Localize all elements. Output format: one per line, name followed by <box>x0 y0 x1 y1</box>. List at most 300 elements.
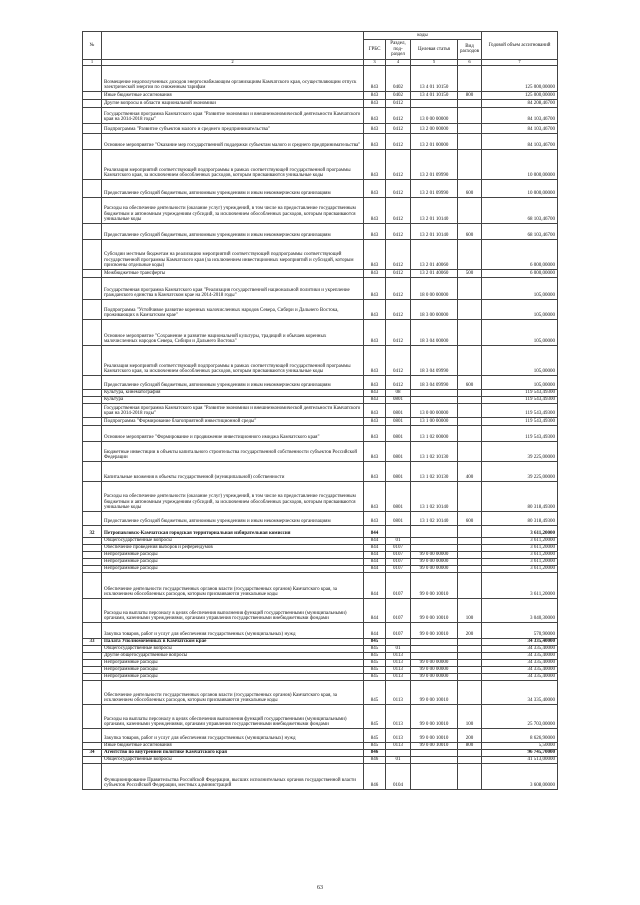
row-grbs: 843 <box>364 65 386 91</box>
row-name: Агентство по внутренней политике Камчатского края <box>102 749 364 756</box>
row-grbs: 845 <box>364 652 386 659</box>
table-row <box>83 299 558 319</box>
table-row <box>83 742 558 749</box>
row-name: Другие вопросы в области национальной экономики <box>102 99 364 107</box>
row-number <box>83 572 102 598</box>
row-number <box>83 673 102 680</box>
row-rzpr: 0412 <box>386 375 411 389</box>
header-csr: Целевая статья <box>411 40 458 59</box>
row-vr <box>458 749 482 756</box>
row-vr <box>458 525 482 537</box>
row-sum: 3 611,20000 <box>482 565 558 572</box>
row-sum: 96 745,70000 <box>482 749 558 756</box>
row-csr <box>411 525 458 537</box>
row-number <box>83 319 102 345</box>
row-grbs: 844 <box>364 537 386 544</box>
row-sum: 8 626,90000 <box>482 728 558 742</box>
table-row <box>83 461 558 481</box>
row-rzpr: 0113 <box>386 680 411 704</box>
row-number: 32 <box>83 525 102 537</box>
row-csr <box>411 749 458 756</box>
row-sum: 125 000,00000 <box>482 91 558 99</box>
row-sum: 570,90000 <box>482 622 558 638</box>
row-sum: 10 000,00000 <box>482 179 558 197</box>
row-grbs: 843 <box>364 223 386 239</box>
row-csr: 13 1 02 10140 <box>411 511 458 525</box>
row-sum: 105,00000 <box>482 319 558 345</box>
row-sum: 10 000,00000 <box>482 149 558 179</box>
row-name: Культура, кинематография <box>102 389 364 396</box>
row-grbs: 845 <box>364 704 386 728</box>
table-row <box>83 389 558 396</box>
row-rzpr: 0113 <box>386 673 411 680</box>
row-name: Общегосударственные вопросы <box>102 645 364 652</box>
row-rzpr: 0412 <box>386 277 411 299</box>
row-rzpr: 0412 <box>386 223 411 239</box>
row-number <box>83 65 102 91</box>
row-name: Бюджетные инвестиции в объекты капитального строительства государственной собственности субъектов Российской Федерации <box>102 441 364 461</box>
table-row <box>83 425 558 441</box>
row-number <box>83 396 102 403</box>
row-name: Государственная программа Камчатского края "Развитие экономики и внешнеэкономической деятельности Камчатского края на 2014-2018 годы" <box>102 403 364 417</box>
row-grbs: 843 <box>364 99 386 107</box>
row-rzpr: 0113 <box>386 728 411 742</box>
row-sum: 34 335,40000 <box>482 645 558 652</box>
row-vr <box>458 239 482 269</box>
row-sum: 3 611,20000 <box>482 537 558 544</box>
row-number <box>83 197 102 223</box>
row-sum: 6 000,00000 <box>482 239 558 269</box>
row-csr: 18 0 00 00000 <box>411 277 458 299</box>
row-name: Расходы на обеспечение деятельности (оказание услуг) учреждений, в том числе на предоставление государственным бюджетным и автономным учреждениям субсидий, за исключением обособленных расходов, которым присваиваются уникальные коды <box>102 481 364 511</box>
row-number <box>83 763 102 789</box>
row-rzpr: 0412 <box>386 123 411 133</box>
row-sum: 3 608,00000 <box>482 763 558 789</box>
row-csr: 13 2 01 00000 <box>411 133 458 149</box>
row-sum: 119 543,49300 <box>482 396 558 403</box>
row-number <box>83 659 102 666</box>
row-grbs: 843 <box>364 481 386 511</box>
row-name: Палата Уполномоченных в Камчатском крае <box>102 638 364 645</box>
row-grbs: 843 <box>364 441 386 461</box>
row-grbs: 843 <box>364 239 386 269</box>
row-csr <box>411 396 458 403</box>
row-grbs: 845 <box>364 638 386 645</box>
row-rzpr: 0412 <box>386 99 411 107</box>
row-vr <box>458 652 482 659</box>
row-csr <box>411 99 458 107</box>
row-csr: 13 2 01 10140 <box>411 223 458 239</box>
row-sum: 80 318,49300 <box>482 511 558 525</box>
header-name <box>102 32 364 60</box>
row-grbs: 843 <box>364 461 386 481</box>
row-name: Иные бюджетные ассигнования <box>102 91 364 99</box>
row-csr: 99 0 00 10010 <box>411 622 458 638</box>
row-grbs: 844 <box>364 525 386 537</box>
row-name: Государственная программа Камчатского края "Реализация государственной национальной политики и укрепление гражданского единства в Камчатском крае на 2014-2018 годы" <box>102 277 364 299</box>
row-name: Функционирование Правительства Российской Федерации, высших исполнительных органов государственной власти субъектов Российской Федерации, местных администраций <box>102 763 364 789</box>
row-number <box>83 666 102 673</box>
row-number <box>83 742 102 749</box>
row-number <box>83 551 102 558</box>
table-row <box>83 319 558 345</box>
table-row <box>83 680 558 704</box>
row-number <box>83 680 102 704</box>
row-grbs: 843 <box>364 197 386 223</box>
row-grbs: 845 <box>364 728 386 742</box>
row-rzpr: 0402 <box>386 65 411 91</box>
row-csr <box>411 763 458 789</box>
table-row <box>83 525 558 537</box>
row-name: Другие общегосударственные вопросы <box>102 652 364 659</box>
row-vr <box>458 565 482 572</box>
row-number <box>83 179 102 197</box>
column-number: 1 <box>83 59 102 65</box>
row-vr <box>458 133 482 149</box>
row-vr <box>458 345 482 375</box>
row-vr <box>458 417 482 425</box>
row-number <box>83 345 102 375</box>
row-sum: 119 543,49300 <box>482 403 558 417</box>
row-rzpr: 0107 <box>386 544 411 551</box>
row-name: Общегосударственные вопросы <box>102 756 364 763</box>
row-rzpr <box>386 749 411 756</box>
row-vr <box>458 659 482 666</box>
row-rzpr: 0412 <box>386 269 411 277</box>
row-number <box>83 99 102 107</box>
row-csr: 13 1 02 10130 <box>411 441 458 461</box>
row-vr: 600 <box>458 511 482 525</box>
row-rzpr: 0107 <box>386 572 411 598</box>
row-grbs: 843 <box>364 277 386 299</box>
row-csr: 99 0 00 10010 <box>411 680 458 704</box>
row-grbs: 845 <box>364 680 386 704</box>
row-grbs: 843 <box>364 425 386 441</box>
table-row <box>83 223 558 239</box>
row-name: Межбюджетные трансферты <box>102 269 364 277</box>
row-number <box>83 107 102 123</box>
table-row <box>83 673 558 680</box>
row-rzpr <box>386 638 411 645</box>
row-rzpr: 0107 <box>386 622 411 638</box>
row-number <box>83 481 102 511</box>
row-name: Основное мероприятие "Оказание мер государственной поддержки субъектам малого и среднего предпринимательства" <box>102 133 364 149</box>
row-sum: 34 335,40000 <box>482 652 558 659</box>
row-number <box>83 756 102 763</box>
row-sum: 105,00000 <box>482 345 558 375</box>
row-name: Предоставление субсидий бюджетным, автономным учреждениям и иным некоммерческим организациям <box>102 375 364 389</box>
table-row <box>83 645 558 652</box>
row-csr: 13 0 00 00000 <box>411 403 458 417</box>
column-number: 2 <box>102 59 364 65</box>
row-sum: 39 225,00000 <box>482 461 558 481</box>
row-number <box>83 704 102 728</box>
row-name: Непрограммные расходы <box>102 659 364 666</box>
row-vr <box>458 277 482 299</box>
table-row <box>83 622 558 638</box>
row-sum: 5,50000 <box>482 742 558 749</box>
column-number: 6 <box>458 59 482 65</box>
row-csr: 13 2 00 00000 <box>411 123 458 133</box>
table-row <box>83 652 558 659</box>
row-grbs: 846 <box>364 763 386 789</box>
row-name: Обеспечение деятельности государственных органов власти (государственных органов) Камчатского края, за исключением обособленных расходов, которым присваиваются уникальные коды <box>102 680 364 704</box>
row-grbs: 843 <box>364 179 386 197</box>
row-rzpr: 0412 <box>386 197 411 223</box>
header-sum: Годовой объем ассигнований <box>482 32 558 60</box>
table-row <box>83 149 558 179</box>
row-number <box>83 375 102 389</box>
table-row <box>83 728 558 742</box>
row-rzpr: 0107 <box>386 551 411 558</box>
row-vr <box>458 638 482 645</box>
row-vr <box>458 425 482 441</box>
row-csr: 13 0 00 00000 <box>411 107 458 123</box>
row-sum: 3 611,20000 <box>482 551 558 558</box>
row-sum: 84 208,46700 <box>482 99 558 107</box>
row-name: Предоставление субсидий бюджетным, автономным учреждениям и иным некоммерческим организациям <box>102 511 364 525</box>
row-sum: 105,00000 <box>482 277 558 299</box>
row-sum: 34 335,40000 <box>482 659 558 666</box>
row-vr <box>458 481 482 511</box>
row-csr: 13 2 01 10140 <box>411 197 458 223</box>
row-number <box>83 558 102 565</box>
row-rzpr: 0113 <box>386 652 411 659</box>
table-row <box>83 107 558 123</box>
header-rzpr: Раздел, под-раздел <box>386 40 411 59</box>
row-csr: 99 0 00 00000 <box>411 558 458 565</box>
row-vr <box>458 197 482 223</box>
budget-table <box>82 31 558 790</box>
table-body <box>83 65 558 789</box>
table-header <box>83 32 558 66</box>
header-grbs: ГРБС <box>364 40 386 59</box>
row-grbs: 843 <box>364 133 386 149</box>
row-csr <box>411 652 458 659</box>
row-number: 34 <box>83 749 102 756</box>
row-csr: 99 0 00 10010 <box>411 728 458 742</box>
row-grbs: 844 <box>364 622 386 638</box>
row-csr: 99 0 00 00000 <box>411 666 458 673</box>
table-row <box>83 551 558 558</box>
row-sum: 80 318,49300 <box>482 481 558 511</box>
table-row <box>83 239 558 269</box>
row-grbs: 843 <box>364 149 386 179</box>
row-grbs: 844 <box>364 551 386 558</box>
table-row <box>83 375 558 389</box>
row-sum: 105,00000 <box>482 375 558 389</box>
table-row <box>83 537 558 544</box>
table-row <box>83 756 558 763</box>
table-row <box>83 403 558 417</box>
row-sum: 41 513,00000 <box>482 756 558 763</box>
table-row <box>83 65 558 91</box>
row-name: Культура <box>102 396 364 403</box>
row-name: Государственная программа Камчатского края "Развитие экономики и внешнеэкономической деятельности Камчатского края на 2014-2018 годы" <box>102 107 364 123</box>
row-vr <box>458 319 482 345</box>
row-number <box>83 652 102 659</box>
table-row <box>83 638 558 645</box>
row-grbs: 843 <box>364 299 386 319</box>
row-rzpr: 0113 <box>386 704 411 728</box>
row-vr: 800 <box>458 742 482 749</box>
row-grbs: 845 <box>364 673 386 680</box>
row-grbs: 845 <box>364 659 386 666</box>
row-rzpr: 0412 <box>386 133 411 149</box>
row-vr: 400 <box>458 461 482 481</box>
row-name: Непрограммные расходы <box>102 551 364 558</box>
table-row <box>83 481 558 511</box>
row-grbs: 845 <box>364 645 386 652</box>
row-grbs: 846 <box>364 749 386 756</box>
row-vr: 200 <box>458 622 482 638</box>
row-sum: 6 000,00000 <box>482 269 558 277</box>
row-number <box>83 645 102 652</box>
table-row <box>83 396 558 403</box>
row-sum: 84 103,46700 <box>482 123 558 133</box>
row-sum: 34 335,40000 <box>482 638 558 645</box>
table-row <box>83 565 558 572</box>
row-csr <box>411 389 458 396</box>
row-rzpr: 01 <box>386 537 411 544</box>
row-vr <box>458 551 482 558</box>
row-number <box>83 299 102 319</box>
row-name: Непрограммные расходы <box>102 673 364 680</box>
row-vr <box>458 99 482 107</box>
row-csr <box>411 537 458 544</box>
row-vr: 600 <box>458 179 482 197</box>
table-row <box>83 749 558 756</box>
row-csr: 18 3 04 00000 <box>411 319 458 345</box>
column-number: 4 <box>386 59 411 65</box>
row-sum: 34 335,40000 <box>482 680 558 704</box>
row-number <box>83 565 102 572</box>
row-number <box>83 403 102 417</box>
row-vr <box>458 763 482 789</box>
row-name: Подпрограмма "Развитие субъектов малого и среднего предпринимательства" <box>102 123 364 133</box>
table-row <box>83 558 558 565</box>
row-csr: 99 0 00 10010 <box>411 572 458 598</box>
table-row <box>83 123 558 133</box>
row-name: Непрограммные расходы <box>102 666 364 673</box>
header-codes: коды <box>364 32 482 40</box>
table-row <box>83 417 558 425</box>
row-csr: 99 0 00 00000 <box>411 565 458 572</box>
row-vr: 600 <box>458 375 482 389</box>
row-sum: 119 543,49300 <box>482 389 558 396</box>
row-vr <box>458 396 482 403</box>
table-row <box>83 441 558 461</box>
row-rzpr: 0104 <box>386 763 411 789</box>
row-grbs: 843 <box>364 345 386 375</box>
row-rzpr: 0113 <box>386 666 411 673</box>
row-grbs: 843 <box>364 403 386 417</box>
row-rzpr: 0801 <box>386 481 411 511</box>
row-name: Иные бюджетные ассигнования <box>102 742 364 749</box>
row-number <box>83 123 102 133</box>
row-grbs: 844 <box>364 544 386 551</box>
table-row <box>83 511 558 525</box>
row-name: Основное мероприятие "Сохранение и развитие национальной культуры, традиций и обычаев коренных малочисленных народов Севера, Сибири и Дальнего Востока" <box>102 319 364 345</box>
row-csr: 18 3 00 00000 <box>411 299 458 319</box>
row-rzpr: 0107 <box>386 558 411 565</box>
row-number <box>83 511 102 525</box>
row-sum: 68 103,46700 <box>482 197 558 223</box>
row-name: Общегосударственные вопросы <box>102 537 364 544</box>
row-csr: 99 0 00 10010 <box>411 742 458 749</box>
row-sum: 84 103,46700 <box>482 107 558 123</box>
row-name: Расходы на обеспечение деятельности (оказание услуг) учреждений, в том числе на предоставление государственным бюджетным и автономным учреждениям субсидий, за исключением обособленных расходов, которым присваиваются уникальные коды <box>102 197 364 223</box>
row-rzpr: 01 <box>386 645 411 652</box>
row-vr <box>458 558 482 565</box>
row-rzpr: 0412 <box>386 149 411 179</box>
row-grbs: 843 <box>364 269 386 277</box>
row-grbs: 844 <box>364 572 386 598</box>
table-row <box>83 133 558 149</box>
row-grbs: 846 <box>364 756 386 763</box>
row-vr <box>458 123 482 133</box>
column-number: 7 <box>482 59 558 65</box>
row-name: Непрограммные расходы <box>102 565 364 572</box>
row-sum: 34 335,40000 <box>482 666 558 673</box>
row-grbs: 843 <box>364 123 386 133</box>
row-csr: 99 0 00 00000 <box>411 551 458 558</box>
row-csr: 13 1 00 00000 <box>411 417 458 425</box>
row-name: Обеспечение проведения выборов и референдумов <box>102 544 364 551</box>
row-csr: 13 1 02 10140 <box>411 481 458 511</box>
row-vr <box>458 299 482 319</box>
table-row <box>83 345 558 375</box>
row-vr: 100 <box>458 598 482 622</box>
row-csr: 13 1 02 00000 <box>411 425 458 441</box>
table-row <box>83 99 558 107</box>
column-number: 5 <box>411 59 458 65</box>
row-csr <box>411 638 458 645</box>
row-name: Предоставление субсидий бюджетным, автономным учреждениям и иным некоммерческим организациям <box>102 179 364 197</box>
row-rzpr: 0801 <box>386 461 411 481</box>
row-rzpr: 0402 <box>386 91 411 99</box>
row-vr <box>458 65 482 91</box>
row-csr <box>411 756 458 763</box>
row-number <box>83 133 102 149</box>
row-grbs: 844 <box>364 565 386 572</box>
row-grbs: 843 <box>364 319 386 345</box>
row-rzpr: 0113 <box>386 659 411 666</box>
row-csr: 99 0 00 00000 <box>411 673 458 680</box>
row-rzpr: 0801 <box>386 396 411 403</box>
row-grbs: 843 <box>364 375 386 389</box>
row-number <box>83 598 102 622</box>
row-rzpr: 0412 <box>386 319 411 345</box>
row-rzpr: 0801 <box>386 441 411 461</box>
row-csr: 99 0 00 00000 <box>411 659 458 666</box>
row-rzpr: 0412 <box>386 299 411 319</box>
row-sum: 39 225,00000 <box>482 441 558 461</box>
row-number <box>83 461 102 481</box>
row-vr <box>458 666 482 673</box>
row-name: Обеспечение деятельности государственных органов власти (государственных органов) Камчатского края, за исключением обособленных расходов, которым присваиваются уникальные коды <box>102 572 364 598</box>
row-name: Закупка товаров, работ и услуг для обеспечения государственных (муниципальных) нужд <box>102 728 364 742</box>
row-vr: 200 <box>458 728 482 742</box>
row-csr: 13 2 01 09990 <box>411 149 458 179</box>
table-row <box>83 544 558 551</box>
row-name: Подпрограмма "Устойчивое развитие коренных малочисленных народов Севера, Сибири и Дальнего Востока, проживающих в Камчатском крае" <box>102 299 364 319</box>
row-csr: 18 3 04 09990 <box>411 375 458 389</box>
table-row <box>83 666 558 673</box>
row-vr <box>458 680 482 704</box>
row-name: Капитальные вложения в объекты государственной (муниципальной) собственности <box>102 461 364 481</box>
row-number <box>83 537 102 544</box>
